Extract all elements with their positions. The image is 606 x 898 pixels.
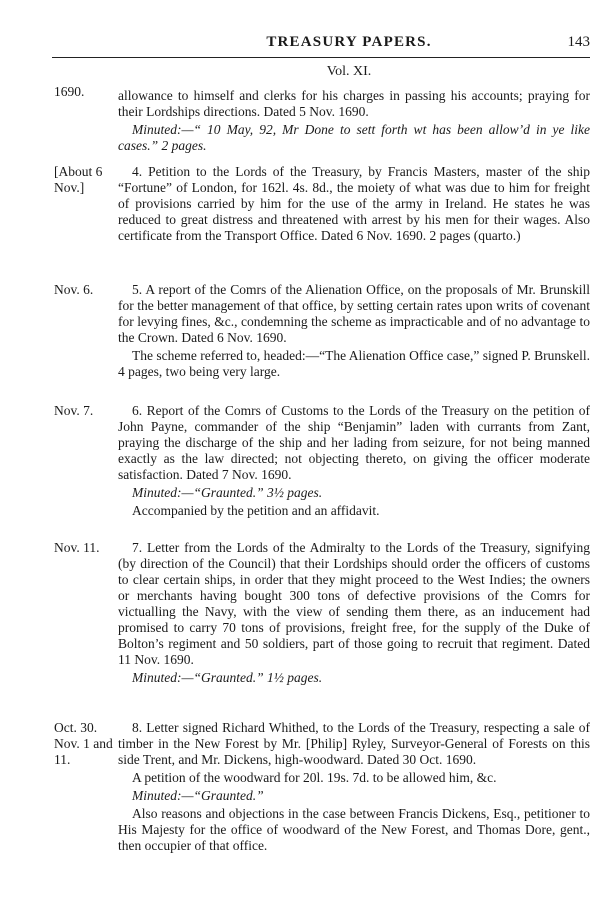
- page-title: TREASURY PAPERS.: [266, 34, 432, 50]
- margin-date: Oct. 30. Nov. 1 and 11.: [54, 720, 113, 767]
- header-rule: [52, 57, 590, 58]
- entry-body: [118, 164, 590, 246]
- entry-body: [118, 282, 590, 382]
- margin-date: 1690.: [54, 84, 85, 99]
- page-number: 143: [567, 34, 590, 50]
- running-head: [108, 34, 590, 54]
- entry-paragraph: 6. Report of the Comrs of Customs to the Lords of the Treasury on the petition of John Payne, commander of the ship “Benjamin” laden with currants from Zant, praying the discharge of the ship and her lading from seizure, for not being manned exactly as the law directed; not objecting thereto, on giving the officer moderate satisfaction. Dated 7 Nov. 1690.: [118, 403, 590, 482]
- entry-minute: Minuted:—“Graunted.” 3½ pages.: [132, 485, 323, 500]
- entry-paragraph: 4. Petition to the Lords of the Treasury, by Francis Masters, master of the ship “Fortune” of London, for 162l. 4s. 8d., the moiety of what was due to him for freight of provisions carried by him for the use of the army in Ireland. He states he was reduced to great distress and threatened with arrest by his men for their wages. Also certificate from the Transport Office. Dated 6 Nov. 1690. 2 pages (quarto.): [118, 164, 590, 243]
- margin-date: [About 6 Nov.]: [54, 164, 103, 195]
- entry-paragraph: 8. Letter signed Richard Whithed, to the Lords of the Treasury, respecting a sale of timber in the New Forest by Mr. [Philip] Ryley, Surveyor-General of Forests on this side Trent, and Mr. Dickens, high-woodward. Dated 30 Oct. 1690.: [118, 720, 590, 767]
- entry-paragraph: 7. Letter from the Lords of the Admiralty to the Lords of the Treasury, signifying (by direction of the Council) that their Lordships should order the officers of customs to clear certain ships, in order that they might proceed to the West Indies; the owners or merchants having bought 300 tons of defective provisions of the Comrs for victualling the Navy, with the view of sending them there, as an inducement had promised to carry 70 tons of provisions, freight free, for the supply of the Duke of Bolton’s regiment and 50 soldiers, part of those going to recruit that regiment. Dated 11 Nov. 1690.: [118, 540, 590, 667]
- entry-minute: Minuted:—“Graunted.”: [132, 788, 264, 803]
- entry-paragraph: 5. A report of the Comrs of the Alienation Office, on the proposals of Mr. Brunskill for the better management of that office, by setting certain rates upon writs of covenant for levying fines, &c., condemning the scheme as impracticable and of no advantage to the Crown. Dated 6 Nov. 1690.: [118, 282, 590, 345]
- entry-body: [118, 720, 590, 856]
- entry-paragraph: The scheme referred to, headed:—“The Alienation Office case,” signed P. Brunskell. 4 pages, two being very large.: [118, 348, 590, 379]
- margin-date: Nov. 6.: [54, 282, 94, 297]
- entry-body: [118, 540, 590, 688]
- margin-date: Nov. 7.: [54, 403, 94, 418]
- volume-heading: Vol. XI.: [326, 64, 372, 79]
- entry-minute: Minuted:—“ 10 May, 92, Mr Done to sett forth wt has been allow’d in ye like cases.” 2 pages.: [118, 122, 590, 153]
- margin-date: Nov. 11.: [54, 540, 100, 555]
- entry-paragraph: A petition of the woodward for 20l. 19s. 7d. to be allowed him, &c.: [132, 770, 497, 785]
- entry-paragraph: Accompanied by the petition and an affidavit.: [132, 503, 380, 518]
- entry-minute: Minuted:—“Graunted.” 1½ pages.: [132, 670, 323, 685]
- entry-paragraph: allowance to himself and clerks for his charges in passing his accounts; praying for their Lordships directions. Dated 5 Nov. 1690.: [118, 88, 590, 119]
- entry-body: [118, 88, 590, 156]
- entry-body: [118, 403, 590, 521]
- entry-paragraph: Also reasons and objections in the case between Francis Dickens, Esq., petitioner to His Majesty for the office of woodward of the New Forest, and Thomas Dore, gent., then occupier of that office.: [118, 806, 590, 853]
